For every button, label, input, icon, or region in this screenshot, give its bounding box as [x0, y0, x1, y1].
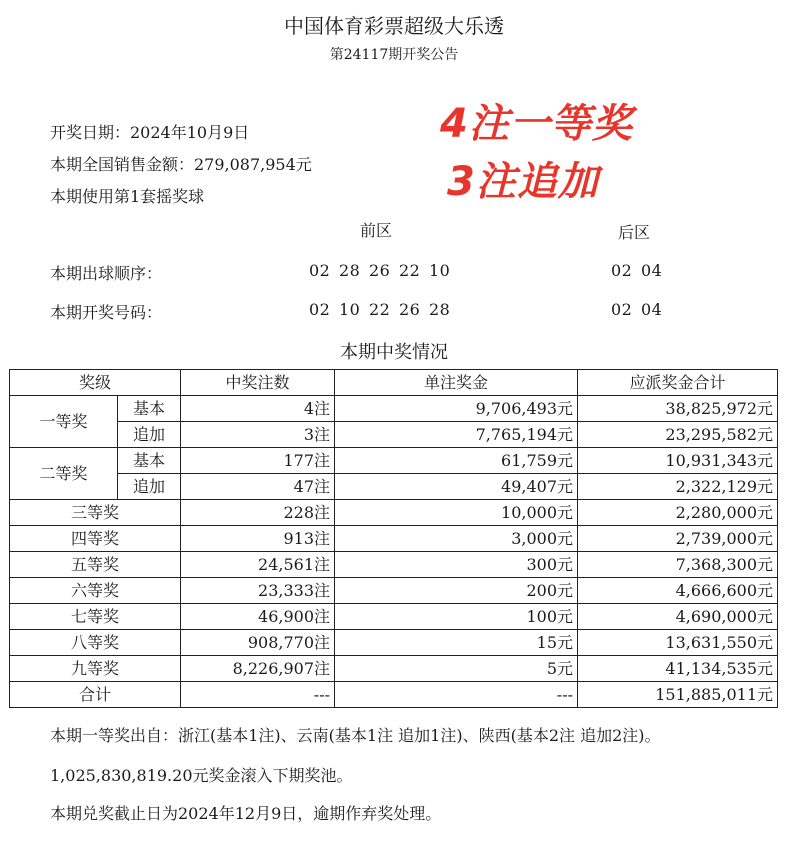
winner-count: 23,333注 — [181, 578, 335, 604]
prize-level-name: 三等奖 — [10, 500, 181, 526]
table-header-row — [10, 370, 778, 396]
prize-sub-label: 基本 — [118, 448, 181, 474]
unit-prize: --- — [335, 682, 578, 708]
table-row — [10, 474, 778, 500]
draw-order-back — [611, 261, 671, 280]
total-prize: 2,280,000元 — [578, 500, 778, 526]
winner-count: 46,900注 — [181, 604, 335, 630]
unit-prize: 49,407元 — [335, 474, 578, 500]
prize-level-name: 四等奖 — [10, 526, 181, 552]
prize-level-name: 五等奖 — [10, 552, 181, 578]
table-sum-row — [10, 682, 778, 708]
draw-result-front — [309, 300, 459, 319]
total-prize: 151,885,011元 — [578, 682, 778, 708]
unit-prize: 61,759元 — [335, 448, 578, 474]
first-prize-origin: 本期一等奖出自：浙江(基本1注)、云南(基本1注 追加1注)、陕西(基本2注 追加2注)。 — [50, 726, 661, 745]
prize-level-name: 二等奖 — [10, 448, 118, 500]
draw-result-back — [611, 300, 671, 319]
unit-prize: 9,706,493元 — [335, 396, 578, 422]
ball-set: 本期使用第1套摇奖球 — [50, 187, 205, 206]
prize-level-name: 一等奖 — [10, 396, 118, 448]
total-prize: 10,931,343元 — [578, 448, 778, 474]
table-row — [10, 396, 778, 422]
table-row — [10, 552, 778, 578]
total-prize: 38,825,972元 — [578, 396, 778, 422]
prize-sub-label: 追加 — [118, 422, 181, 448]
unit-prize: 15元 — [335, 630, 578, 656]
unit-prize: 300元 — [335, 552, 578, 578]
promo-first-prize-count: 4注一等奖 — [440, 101, 633, 147]
ball-number: 26 — [369, 261, 391, 280]
total-prize: 4,666,600元 — [578, 578, 778, 604]
ball-number: 22 — [369, 300, 391, 319]
total-prize: 13,631,550元 — [578, 630, 778, 656]
table-row — [10, 526, 778, 552]
table-row — [10, 656, 778, 682]
total-prize: 7,368,300元 — [578, 552, 778, 578]
jackpot-rollover: 1,025,830,819.20元奖金滚入下期奖池。 — [50, 766, 353, 785]
ball-number: 02 — [611, 300, 633, 319]
winner-count: 47注 — [181, 474, 335, 500]
total-prize: 2,739,000元 — [578, 526, 778, 552]
table-row — [10, 578, 778, 604]
front-zone-label: 前区 — [360, 221, 393, 240]
draw-date: 开奖日期：2024年10月9日 — [50, 123, 250, 142]
unit-prize: 7,765,194元 — [335, 422, 578, 448]
prize-level-name: 八等奖 — [10, 630, 181, 656]
total-prize: 41,134,535元 — [578, 656, 778, 682]
ball-number: 10 — [429, 261, 451, 280]
prize-section-title: 本期中奖情况 — [340, 342, 448, 363]
draw-order-label: 本期出球顺序： — [50, 264, 163, 283]
winner-count: --- — [181, 682, 335, 708]
ball-number: 22 — [399, 261, 421, 280]
back-zone-label: 后区 — [618, 223, 651, 242]
prize-sub-label: 基本 — [118, 396, 181, 422]
winner-count: 177注 — [181, 448, 335, 474]
winner-count: 3注 — [181, 422, 335, 448]
unit-prize: 3,000元 — [335, 526, 578, 552]
prize-table — [9, 369, 778, 708]
ball-number: 02 — [309, 300, 331, 319]
ball-number: 10 — [339, 300, 361, 319]
header-prize-level: 奖级 — [10, 370, 181, 396]
header-total-prize: 应派奖金合计 — [578, 370, 778, 396]
announcement-title: 中国体育彩票超级大乐透 — [284, 14, 504, 38]
total-prize: 4,690,000元 — [578, 604, 778, 630]
table-row — [10, 422, 778, 448]
winner-count: 4注 — [181, 396, 335, 422]
prize-level-name: 七等奖 — [10, 604, 181, 630]
ball-number: 02 — [611, 261, 633, 280]
sales-amount: 本期全国销售金额：279,087,954元 — [50, 155, 312, 174]
header-unit-prize: 单注奖金 — [335, 370, 578, 396]
draw-order-front — [309, 261, 459, 280]
winner-count: 24,561注 — [181, 552, 335, 578]
promo-extra-count: 3注追加 — [447, 159, 599, 205]
winner-count: 8,226,907注 — [181, 656, 335, 682]
table-row — [10, 448, 778, 474]
winner-count: 913注 — [181, 526, 335, 552]
prize-sub-label: 追加 — [118, 474, 181, 500]
unit-prize: 10,000元 — [335, 500, 578, 526]
winner-count: 908,770注 — [181, 630, 335, 656]
ball-number: 04 — [641, 261, 663, 280]
table-row — [10, 630, 778, 656]
ball-number: 02 — [309, 261, 331, 280]
unit-prize: 200元 — [335, 578, 578, 604]
table-row — [10, 500, 778, 526]
unit-prize: 5元 — [335, 656, 578, 682]
claim-deadline: 本期兑奖截止日为2024年12月9日，逾期作弃奖处理。 — [50, 804, 442, 823]
prize-level-name: 九等奖 — [10, 656, 181, 682]
prize-level-name: 六等奖 — [10, 578, 181, 604]
table-row — [10, 604, 778, 630]
ball-number: 04 — [641, 300, 663, 319]
total-prize: 2,322,129元 — [578, 474, 778, 500]
sum-label: 合计 — [10, 682, 181, 708]
announcement-subtitle: 第24117期开奖公告 — [329, 47, 459, 63]
ball-number: 28 — [339, 261, 361, 280]
draw-result-label: 本期开奖号码： — [50, 303, 163, 322]
total-prize: 23,295,582元 — [578, 422, 778, 448]
header-winner-count: 中奖注数 — [181, 370, 335, 396]
ball-number: 28 — [429, 300, 451, 319]
winner-count: 228注 — [181, 500, 335, 526]
ball-number: 26 — [399, 300, 421, 319]
unit-prize: 100元 — [335, 604, 578, 630]
